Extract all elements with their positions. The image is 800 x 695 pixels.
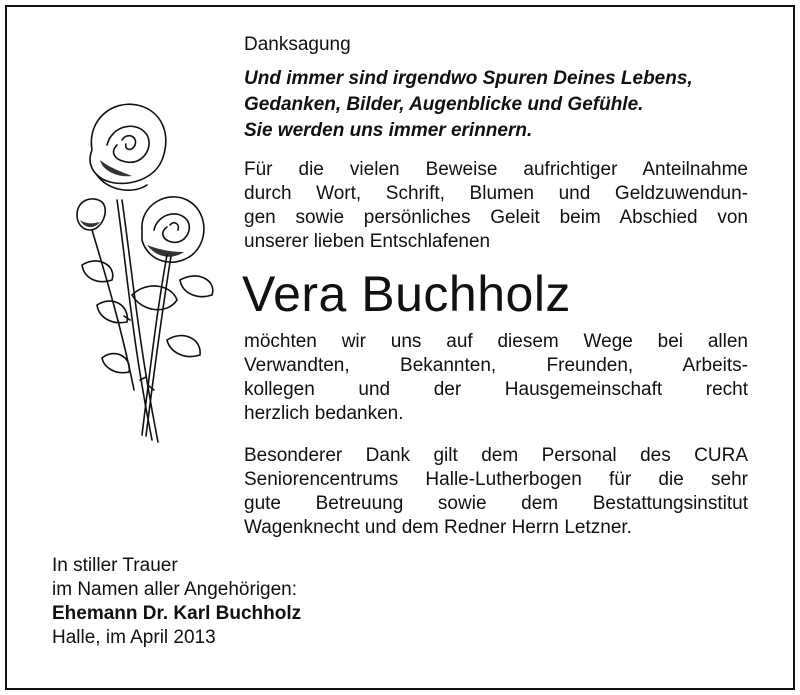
text-line: Für die vielen Beweise aufrichtiger Anteilnahme — [244, 159, 748, 180]
thanks-paragraph-main — [244, 330, 748, 426]
heading-title: Danksagung — [244, 34, 351, 55]
motto-verse — [244, 66, 764, 144]
thanks-paragraph-intro — [244, 158, 748, 254]
text-line: unserer lieben Entschlafenen — [244, 231, 491, 252]
signoff-line: im Namen aller Angehörigen: — [52, 579, 298, 600]
text-line: gen sowie persönliches Geleit beim Abschied von — [244, 207, 748, 228]
text-line: Verwandten, Bekannten, Freunden, Arbeits- — [244, 355, 748, 376]
motto-line: Sie werden uns immer erinnern. — [244, 120, 533, 141]
signoff-line: In stiller Trauer — [52, 555, 178, 576]
rose-illustration — [72, 90, 222, 470]
text-line: Besonderer Dank gilt dem Personal des CURA — [244, 445, 748, 466]
motto-line: Und immer sind irgendwo Spuren Deines Lebens, — [244, 68, 693, 89]
text-line: möchten wir uns auf diesem Wege bei allen — [244, 331, 748, 352]
place-date: Halle, im April 2013 — [52, 627, 216, 648]
text-line: Seniorencentrums Halle-Lutherbogen für die sehr — [244, 469, 748, 490]
motto-line: Gedanken, Bilder, Augenblicke und Gefühle. — [244, 94, 644, 115]
special-thanks-paragraph — [244, 444, 748, 540]
text-line: durch Wort, Schrift, Blumen und Geldzuwendun- — [244, 183, 748, 204]
text-line: gute Betreuung sowie dem Bestattungsinstitut — [244, 493, 748, 514]
text-line: kollegen und der Hausgemeinschaft recht — [244, 379, 748, 400]
text-line: Wagenknecht und dem Redner Herrn Letzner. — [244, 517, 632, 538]
deceased-name: Vera Buchholz — [242, 266, 571, 322]
signer-name: Ehemann Dr. Karl Buchholz — [52, 603, 302, 624]
text-line: herzlich bedanken. — [244, 403, 404, 424]
signoff-block — [52, 554, 301, 650]
